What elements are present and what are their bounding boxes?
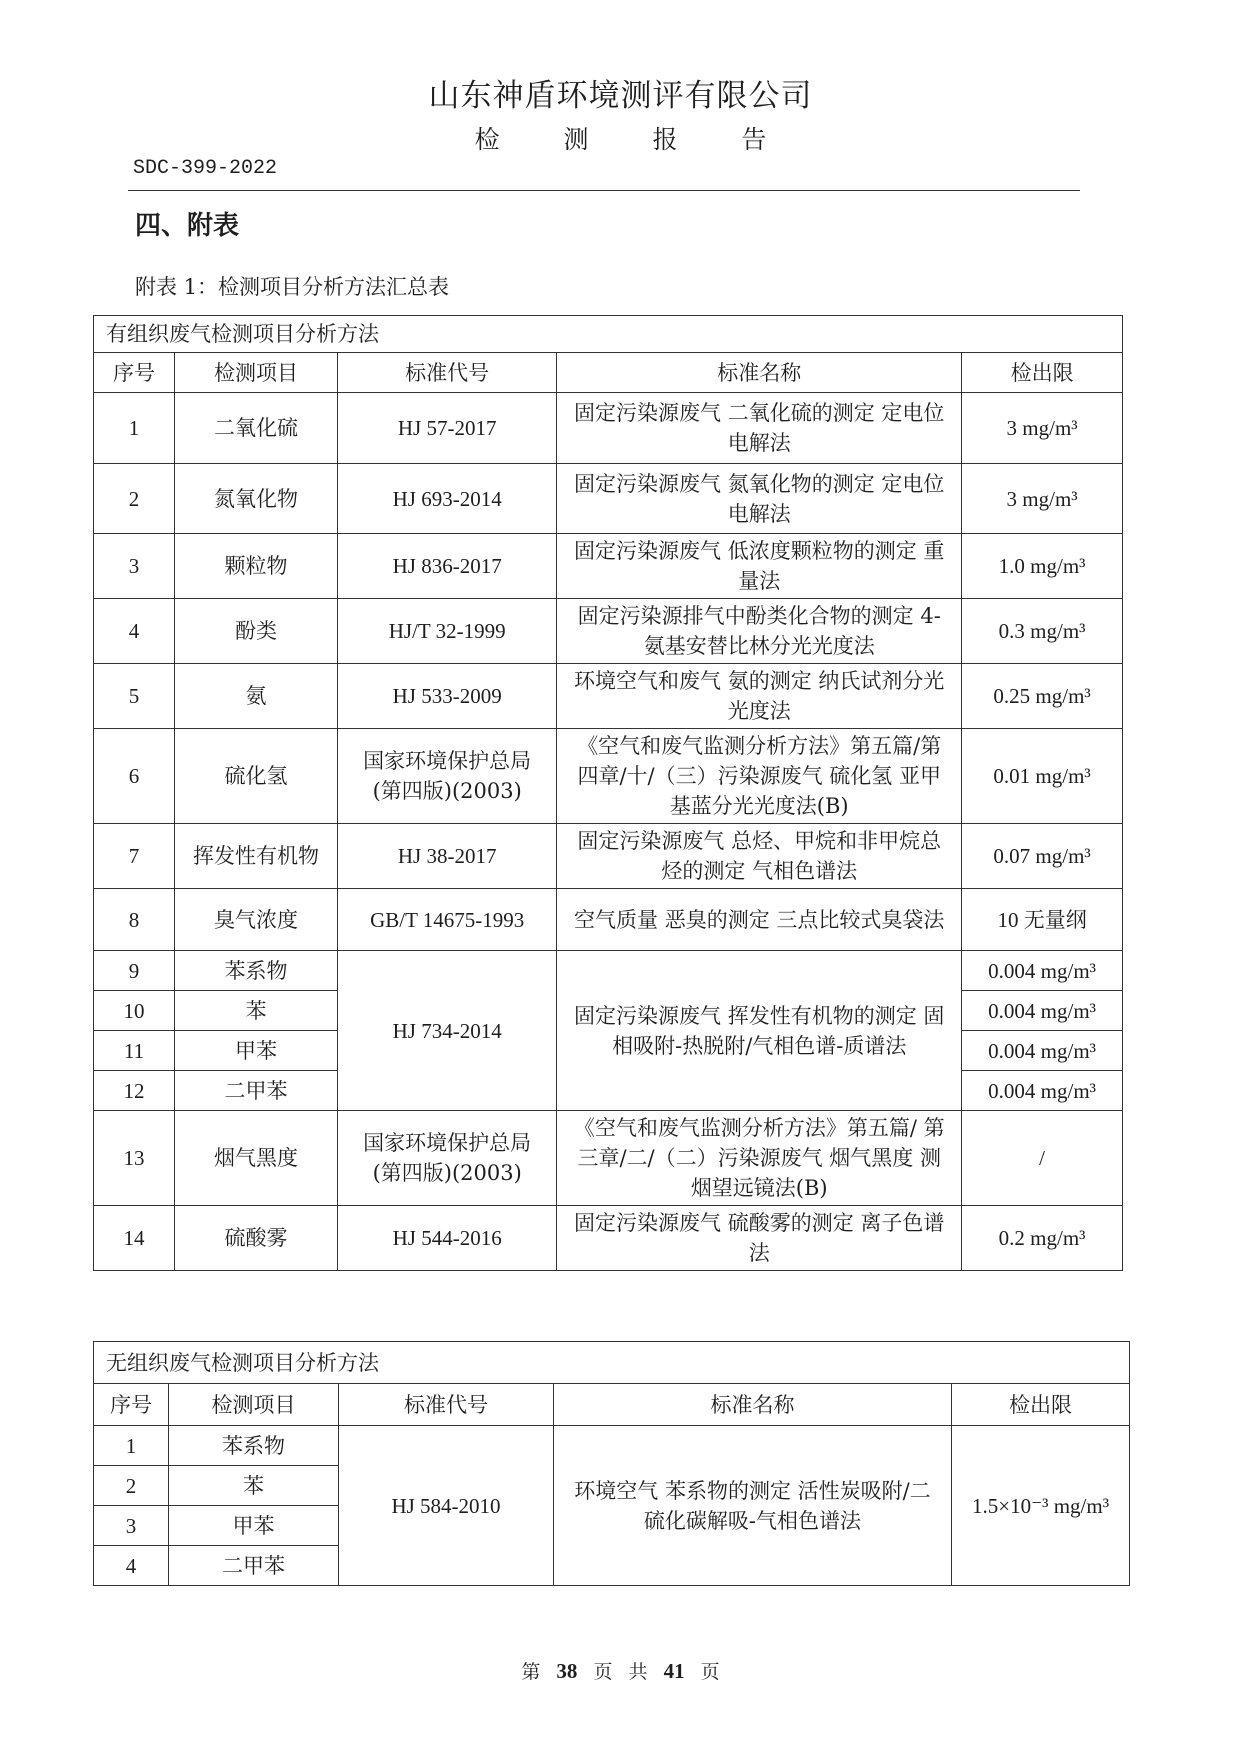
table-row [94,664,1123,729]
row-code: HJ 533-2009 [338,664,557,729]
row-limit: 1.5×10⁻³ mg/m³ [952,1426,1130,1586]
table-title: 附表 1：检测项目分析方法汇总表 [135,275,450,299]
col-header-item: 检测项目 [174,353,337,393]
row-limit: 10 无量纲 [962,889,1123,951]
report-title: 检 测 报 告 [474,125,795,154]
row-item: 挥发性有机物 [174,824,337,889]
page-number: 38 [556,1659,578,1683]
row-item: 二甲苯 [174,1071,337,1111]
row-item: 硫酸雾 [174,1206,337,1271]
row-limit: 0.004 mg/m³ [962,991,1123,1031]
row-code: HJ 836-2017 [338,534,557,599]
row-code: HJ 584-2010 [339,1426,554,1586]
row-limit: 3 mg/m³ [962,393,1123,464]
row-no: 9 [94,951,175,991]
row-no: 12 [94,1071,175,1111]
row-standard-name: 固定污染源废气 硫酸雾的测定 离子色谱法 [557,1206,962,1271]
table-row [94,393,1123,464]
row-limit: 3 mg/m³ [962,464,1123,534]
row-no: 10 [94,991,175,1031]
table-row [94,889,1123,951]
row-item: 氮氧化物 [174,464,337,534]
row-standard-name: 固定污染源废气 总烃、甲烷和非甲烷总烃的测定 气相色谱法 [557,824,962,889]
row-standard-name: 固定污染源废气 二氧化硫的测定 定电位电解法 [557,393,962,464]
row-limit: 0.004 mg/m³ [962,951,1123,991]
row-code: HJ 38-2017 [338,824,557,889]
row-standard-name: 环境空气和废气 氨的测定 纳氏试剂分光光度法 [557,664,962,729]
table-row [94,1111,1123,1206]
row-item: 甲苯 [174,1031,337,1071]
row-no: 1 [94,393,175,464]
table-row [94,1206,1123,1271]
row-no: 4 [94,1546,169,1586]
total-pages: 41 [663,1659,685,1683]
row-no: 7 [94,824,175,889]
row-standard-name: 固定污染源废气 低浓度颗粒物的测定 重量法 [557,534,962,599]
row-item: 苯系物 [174,951,337,991]
organized-group-title: 有组织废气检测项目分析方法 [94,316,1123,353]
row-item: 氨 [174,664,337,729]
company-name: 山东神盾环境测评有限公司 [428,78,813,114]
row-no: 5 [94,664,175,729]
row-item: 苯系物 [169,1426,339,1466]
col-header-limit: 检出限 [952,1384,1130,1426]
row-no: 3 [94,1506,169,1546]
row-item: 颗粒物 [174,534,337,599]
col-header-limit: 检出限 [962,353,1123,393]
row-item: 苯 [169,1466,339,1506]
row-no: 13 [94,1111,175,1206]
row-no: 1 [94,1426,169,1466]
table-row [94,464,1123,534]
row-limit: 0.004 mg/m³ [962,1031,1123,1071]
footer-suffix: 页 [700,1661,720,1683]
col-header-name: 标准名称 [554,1384,952,1426]
col-header-name: 标准名称 [557,353,962,393]
row-code: HJ/T 32-1999 [338,599,557,664]
row-standard-name: 《空气和废气监测分析方法》第五篇/ 第三章/二/（二）污染源废气 烟气黑度 测烟望远镜法(B) [557,1111,962,1206]
row-limit: 0.07 mg/m³ [962,824,1123,889]
col-header-code: 标准代号 [339,1384,554,1426]
table-row [94,824,1123,889]
row-item: 臭气浓度 [174,889,337,951]
row-code: HJ 57-2017 [338,393,557,464]
row-limit: / [962,1111,1123,1206]
row-item: 烟气黑度 [174,1111,337,1206]
row-item: 二氧化硫 [174,393,337,464]
table-row [94,534,1123,599]
header-divider [128,190,1080,191]
table-row [94,1426,1130,1466]
row-code: 国家环境保护总局 (第四版)(2003) [338,729,557,824]
row-code: GB/T 14675-1993 [338,889,557,951]
report-code: SDC-399-2022 [133,157,278,180]
section-title: 四、附表 [135,211,240,241]
row-code: HJ 734-2014 [338,951,557,1111]
row-item: 酚类 [174,599,337,664]
table-row [94,729,1123,824]
row-limit: 0.01 mg/m³ [962,729,1123,824]
row-limit: 0.25 mg/m³ [962,664,1123,729]
row-code: HJ 544-2016 [338,1206,557,1271]
row-standard-name: 《空气和废气监测分析方法》第五篇/第四章/十/（三）污染源废气 硫化氢 亚甲基蓝分光光度法(B) [557,729,962,824]
row-standard-name: 环境空气 苯系物的测定 活性炭吸附/二硫化碳解吸-气相色谱法 [554,1426,952,1586]
row-no: 11 [94,1031,175,1071]
row-standard-name: 固定污染源排气中酚类化合物的测定 4-氨基安替比林分光光度法 [557,599,962,664]
row-code: 国家环境保护总局 (第四版)(2003) [338,1111,557,1206]
unorganized-methods-table [93,1341,1130,1586]
row-no: 2 [94,1466,169,1506]
row-limit: 0.3 mg/m³ [962,599,1123,664]
row-no: 4 [94,599,175,664]
col-header-item: 检测项目 [169,1384,339,1426]
row-limit: 0.004 mg/m³ [962,1071,1123,1111]
row-item: 苯 [174,991,337,1031]
row-no: 3 [94,534,175,599]
row-no: 2 [94,464,175,534]
row-limit: 1.0 mg/m³ [962,534,1123,599]
row-no: 8 [94,889,175,951]
organized-methods-table [93,315,1123,1271]
row-standard-name: 固定污染源废气 氮氧化物的测定 定电位电解法 [557,464,962,534]
row-item: 二甲苯 [169,1546,339,1586]
page-footer [0,1657,1241,1684]
row-no: 6 [94,729,175,824]
table-header-row [94,353,1123,393]
row-item: 硫化氢 [174,729,337,824]
row-no: 14 [94,1206,175,1271]
table-row [94,599,1123,664]
table-header-row [94,1384,1130,1426]
row-standard-name: 固定污染源废气 挥发性有机物的测定 固相吸附-热脱附/气相色谱-质谱法 [557,951,962,1111]
col-header-no: 序号 [94,353,175,393]
col-header-no: 序号 [94,1384,169,1426]
row-limit: 0.2 mg/m³ [962,1206,1123,1271]
footer-prefix: 第 [521,1661,541,1683]
col-header-code: 标准代号 [338,353,557,393]
unorganized-group-title: 无组织废气检测项目分析方法 [94,1342,1130,1384]
row-standard-name: 空气质量 恶臭的测定 三点比较式臭袋法 [557,889,962,951]
footer-middle: 页 共 [593,1661,648,1683]
row-item: 甲苯 [169,1506,339,1546]
row-code: HJ 693-2014 [338,464,557,534]
table-row [94,951,1123,991]
